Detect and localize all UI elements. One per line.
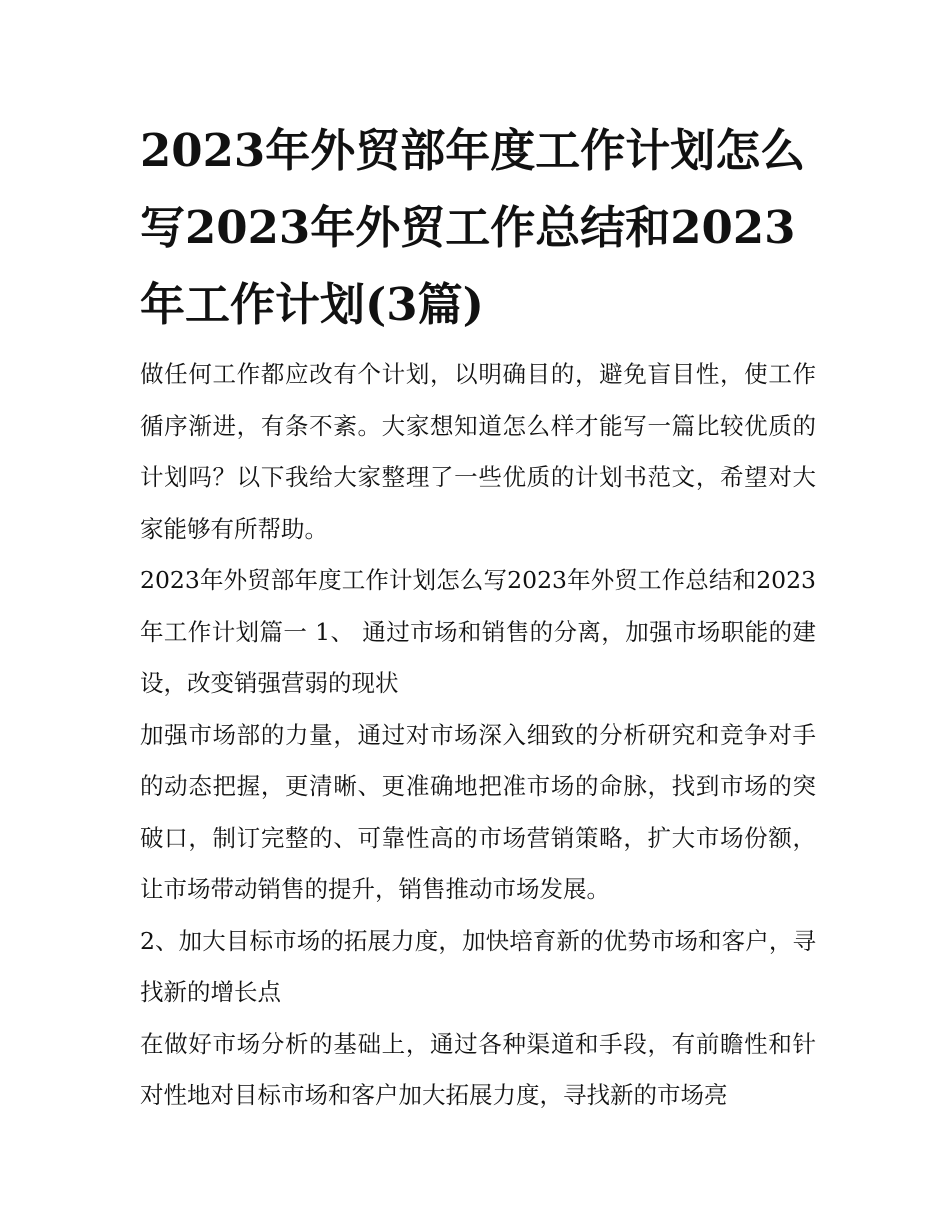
paragraph-section-2-body: 在做好市场分析的基础上，通过各种渠道和手段，有前瞻性和针对性地对目标市场和客户加大拓展力度，寻找新的市场亮 — [140, 1029, 816, 1109]
document-title: 2023年外贸部年度工作计划怎么写2023年外贸工作总结和2023年工作计划(3篇) — [140, 124, 806, 331]
paragraph-section-1-heading: 2023年外贸部年度工作计划怎么写2023年外贸工作总结和2023年工作计划篇一 1、 通过市场和销售的分离，加强市场职能的建设，改变销强营弱的现状 — [140, 566, 816, 697]
paragraph-section-1-body: 加强市场部的力量，通过对市场深入细致的分析研究和竞争对手的动态把握，更清晰、更准确地把准市场的命脉，找到市场的突破口，制订完整的、可靠性高的市场营销策略，扩大市场份额，让市场带动销售的提升，销售推动市场发展。 — [140, 720, 816, 903]
paragraph-intro: 做任何工作都应改有个计划，以明确目的，避免盲目性，使工作循序渐进，有条不紊。大家想知道怎么样才能写一篇比较优质的计划吗？以下我给大家整理了一些优质的计划书范文，希望对大家能够有所帮助。 — [140, 360, 816, 543]
document-page — [140, 112, 816, 1122]
paragraph-section-2-heading: 2、加大目标市场的拓展力度，加快培育新的优势市场和客户，寻找新的增长点 — [140, 926, 816, 1006]
